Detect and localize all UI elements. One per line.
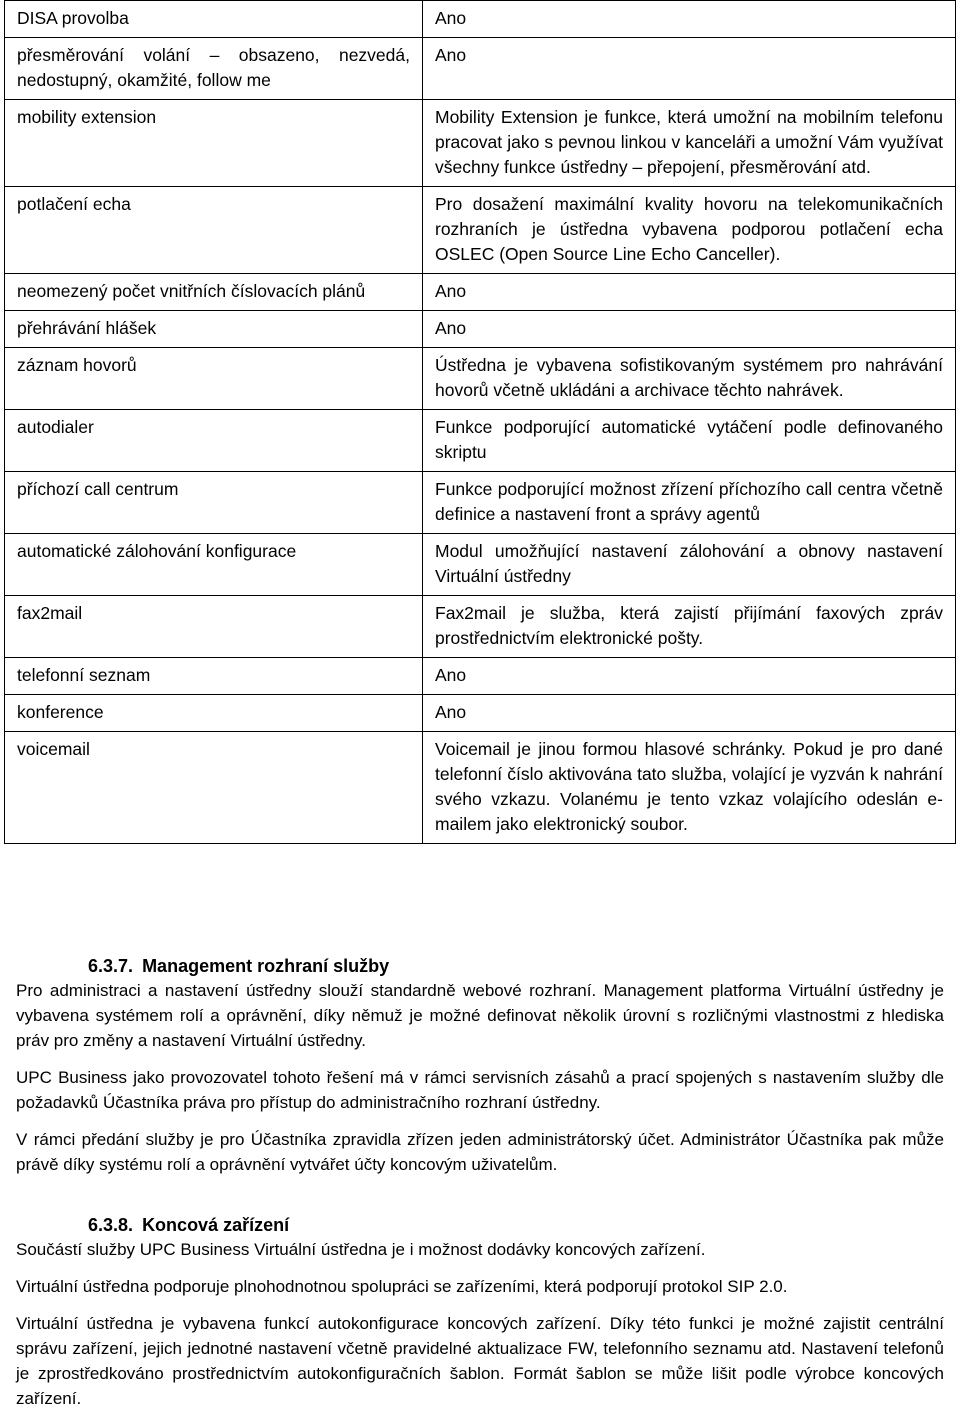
table-row [5, 596, 956, 658]
section-title: Koncová zařízení [142, 1215, 290, 1235]
table-row [5, 274, 956, 311]
paragraph: Virtuální ústředna je vybavena funkcí autokonfigurace koncových zařízení. Díky této funkci je možné zajistit centrální správu zařízení, jejich jednotné nastavení včetně pravidelné aktualizace FW, telefonního seznamu atd. Nastavení telefonů je zprostředkováno prostřednictvím autokonfiguračních šablon. Formát šablon se může lišit podle výrobce koncových zařízení. [16, 1314, 944, 1408]
feature-name: voicemail [5, 732, 423, 844]
feature-name: neomezený počet vnitřních číslovacích plánů [5, 274, 423, 311]
feature-desc: Ano [423, 274, 956, 311]
table-row [5, 695, 956, 732]
feature-desc: Ano [423, 38, 956, 100]
feature-desc: Modul umožňující nastavení zálohování a obnovy nastavení Virtuální ústředny [423, 534, 956, 596]
table-row [5, 534, 956, 596]
section-management [16, 954, 944, 1189]
feature-desc: Voicemail je jinou formou hlasové schránky. Pokud je pro dané telefonní číslo aktivována tato služba, volající je vyzván k nahrání svého vzkazu. Volanému je tento vzkaz volajícího odeslán e-mailem jako elektronický soubor. [423, 732, 956, 844]
table-row [5, 732, 956, 844]
feature-desc: Funkce podporující možnost zřízení příchozího call centra včetně definice a nastavení front a správy agentů [423, 472, 956, 534]
section-number: 6.3.7. [88, 956, 134, 976]
section-title: Management rozhraní služby [142, 956, 390, 976]
section-heading [88, 1213, 944, 1237]
table-row [5, 311, 956, 348]
section-heading [88, 954, 944, 978]
feature-desc: Ano [423, 311, 956, 348]
feature-name: potlačení echa [5, 187, 423, 274]
feature-name: mobility extension [5, 100, 423, 187]
feature-desc: Mobility Extension je funkce, která umožní na mobilním telefonu pracovat jako s pevnou linkou v kanceláři a umožní Vám využívat všechny funkce ústředny – přepojení, přesměrování atd. [423, 100, 956, 187]
feature-name: DISA provolba [5, 1, 423, 38]
feature-desc: Ústředna je vybavena sofistikovaným systémem pro nahrávání hovorů včetně ukládáni a archivace těchto nahrávek. [423, 348, 956, 410]
table-row [5, 348, 956, 410]
feature-name: záznam hovorů [5, 348, 423, 410]
feature-name: fax2mail [5, 596, 423, 658]
feature-desc: Funkce podporující automatické vytáčení podle definovaného skriptu [423, 410, 956, 472]
table-row [5, 100, 956, 187]
paragraph: Virtuální ústředna podporuje plnohodnotnou spolupráci se zařízeními, která podporují protokol SIP 2.0. [16, 1277, 788, 1296]
table-row [5, 472, 956, 534]
table-row [5, 658, 956, 695]
table-row [5, 1, 956, 38]
feature-desc: Fax2mail je služba, která zajistí přijímání faxových zpráv prostřednictvím elektronické pošty. [423, 596, 956, 658]
paragraph: V rámci předání služby je pro Účastníka zpravidla zřízen jeden administrátorský účet. Administrátor Účastníka pak může právě díky systému rolí a oprávnění vytvářet účty koncovým uživatelům. [16, 1130, 944, 1174]
table-row [5, 187, 956, 274]
feature-table [4, 0, 956, 844]
feature-name: automatické zálohování konfigurace [5, 534, 423, 596]
feature-desc: Ano [423, 1, 956, 38]
feature-name: příchozí call centrum [5, 472, 423, 534]
paragraph: UPC Business jako provozovatel tohoto řešení má v rámci servisních zásahů a prací spojených s nastavením služby dle požadavků Účastníka práva pro přístup do administračního rozhraní ústředny. [16, 1068, 944, 1112]
feature-desc: Ano [423, 695, 956, 732]
feature-desc: Ano [423, 658, 956, 695]
paragraph: Pro administraci a nastavení ústředny slouží standardně webové rozhraní. Management platforma Virtuální ústředny je vybavena systémem rolí a oprávnění, díky němuž je možné definovat několik úrovní s rozličnými vlastnostmi z hlediska práv pro změny a nastavení Virtuální ústředny. [16, 981, 944, 1050]
table-row [5, 410, 956, 472]
section-number: 6.3.8. [88, 1215, 134, 1235]
feature-name: konference [5, 695, 423, 732]
feature-desc: Pro dosažení maximální kvality hovoru na telekomunikačních rozhraních je ústředna vybavena podporou potlačení echa OSLEC (Open Source Line Echo Canceller). [423, 187, 956, 274]
feature-name: přesměrování volání – obsazeno, nezvedá, nedostupný, okamžité, follow me [5, 38, 423, 100]
section-devices [16, 1213, 944, 1423]
feature-name: přehrávání hlášek [5, 311, 423, 348]
feature-name: telefonní seznam [5, 658, 423, 695]
table-row [5, 38, 956, 100]
feature-name: autodialer [5, 410, 423, 472]
paragraph: Součástí služby UPC Business Virtuální ústředna je i možnost dodávky koncových zařízení. [16, 1240, 706, 1259]
